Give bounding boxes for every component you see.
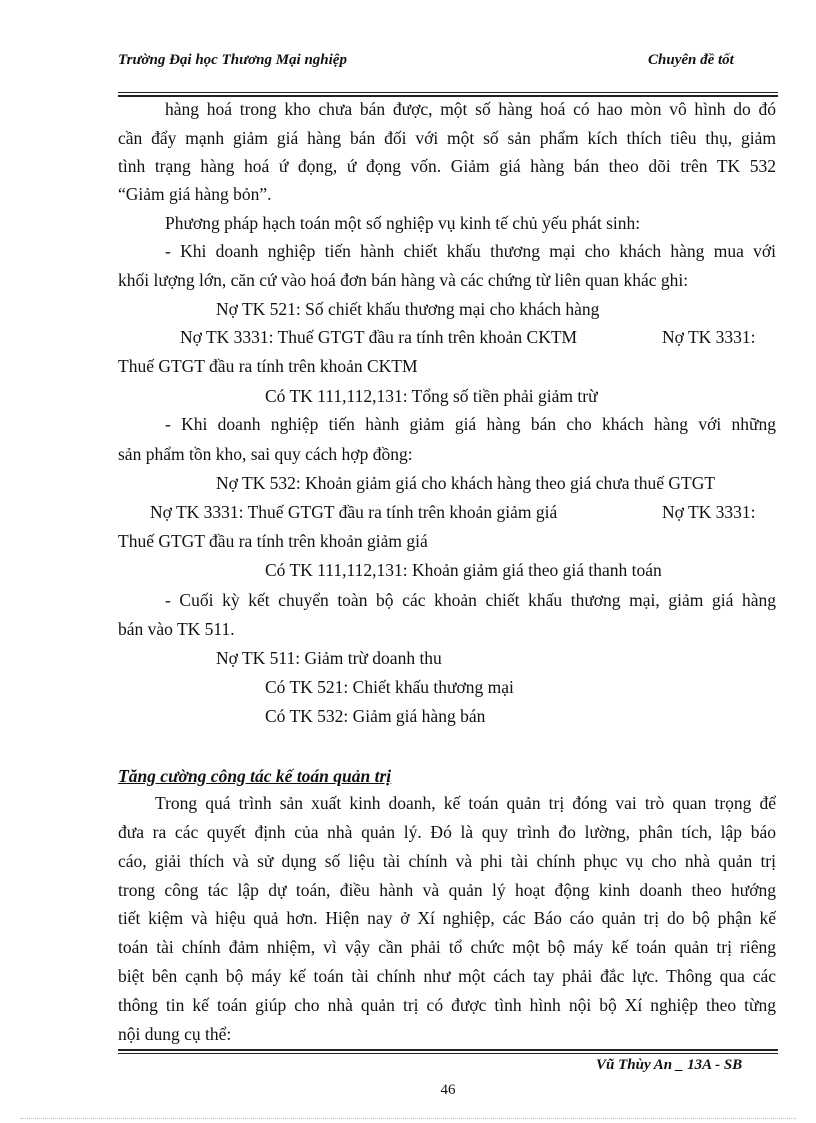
text-line: khối lượng lớn, căn cứ vào hoá đơn bán hàng và các chứng từ liên quan khác ghi: [118,270,689,290]
text-line: - Khi doanh nghiệp tiến hành giảm giá hàng bán cho khách hàng với những [165,414,776,434]
text-line: bán vào TK 511. [118,619,235,639]
journal-entry: Có TK 532: Giảm giá hàng bán [265,706,486,726]
journal-entry: Nợ TK 511: Giảm trừ doanh thu [216,648,442,668]
journal-entry: Có TK 521: Chiết khấu thương mại [265,677,514,697]
footer-rule-thick [118,1049,778,1051]
text-line: - Khi doanh nghiệp tiến hành chiết khấu thương mại cho khách hàng mua với [165,241,776,261]
text-line: - Cuối kỳ kết chuyển toàn bộ các khoản chiết khấu thương mại, giảm giá hàng [165,590,776,610]
section-heading: Tăng cường công tác kế toán quản trị [118,766,392,786]
text-line: hàng hoá trong kho chưa bán được, một số hàng hoá có hao mòn vô hình do đó [165,99,776,119]
text-line: “Giảm giá hàng bỏn”. [118,184,272,204]
text-line: Trong quá trình sản xuất kinh doanh, kế toán quản trị đóng vai trò quan trọng để [155,793,776,813]
text-line: đưa ra các quyết định của nhà quản lý. Đó là quy trình đo lường, phân tích, lập báo [118,822,776,842]
header-rule [118,92,778,93]
journal-entry: Nợ TK 521: Số chiết khấu thương mại cho khách hàng [216,299,600,319]
text-line: biệt bên cạnh bộ máy kế toán tài chính như một cách tay phải đắc lực. Thông qua các [118,966,776,986]
journal-entry: Thuế GTGT đầu ra tính trên khoản giảm giá [118,531,428,551]
journal-entry: Nợ TK 532: Khoản giảm giá cho khách hàng theo giá chưa thuế GTGT [216,473,716,493]
text-line: cần đẩy mạnh giảm giá hàng bán đối với một số sản phẩm kích thích tiêu thụ, giảm [118,128,776,148]
journal-entry: Nợ TK 3331: [662,327,756,347]
page-number: 46 [440,1082,456,1098]
journal-entry: Có TK 111,112,131: Khoản giảm giá theo giá thanh toán [265,560,662,580]
text-line: Phương pháp hạch toán một số nghiệp vụ kinh tế chủ yếu phát sinh: [165,213,641,233]
header-school: Trường Đại học Thương Mại nghiệp [118,52,347,68]
text-line: tiết kiệm và hiệu quả hơn. Hiện nay ở Xí nghiệp, các Báo cáo quản trị do bộ phận kế [118,908,776,928]
journal-entry: Nợ TK 3331: Thuế GTGT đầu ra tính trên khoản giảm giá [150,502,558,522]
journal-entry: Có TK 111,112,131: Tổng số tiền phải giảm trừ [265,386,598,406]
text-line: trong công tác lập dự toán, điều hành và quản lý hoạt động kinh doanh theo hướng [118,880,776,900]
page-boundary [20,1118,796,1119]
text-line: cáo, giải thích và sử dụng số liệu tài chính và phi tài chính phục vụ cho nhà quản trị [118,851,776,871]
text-line: sản phẩm tồn kho, sai quy cách hợp đồng: [118,444,413,464]
text-line: toán tài chính đảm nhiệm, vì vậy cần phải tổ chức một bộ máy kế toán quản trị riêng [118,937,776,957]
journal-entry: Thuế GTGT đầu ra tính trên khoản CKTM [118,356,418,376]
header-thesis-type: Chuyên đề tốt [648,52,734,68]
journal-entry: Nợ TK 3331: Thuế GTGT đầu ra tính trên khoản CKTM [180,327,578,347]
text-line: thông tin kế toán giúp cho nhà quản trị có được tình hình nội bộ Xí nghiệp theo từng [118,995,776,1015]
text-line: tình trạng hàng hoá ứ đọng, ứ đọng vốn. Giảm giá hàng bán theo dõi trên TK 532 [118,156,776,176]
text-line: nội dung cụ thể: [118,1024,232,1044]
journal-entry: Nợ TK 3331: [662,502,756,522]
footer-author: Vũ Thùy An _ 13A - SB [596,1057,743,1073]
